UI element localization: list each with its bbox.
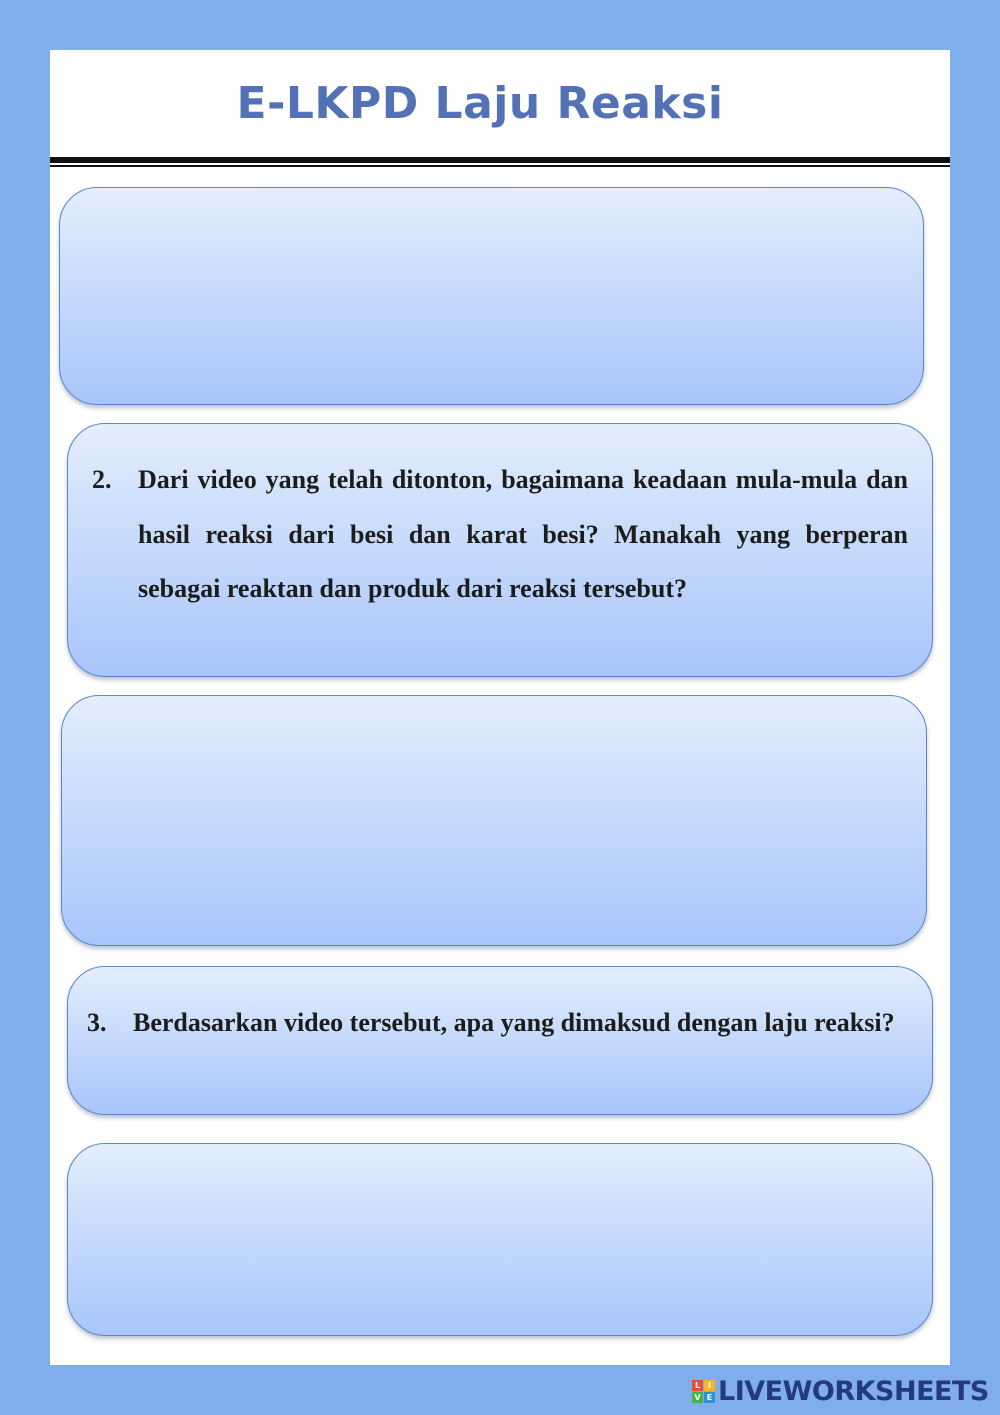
question-text: Berdasarkan video tersebut, apa yang dimaksud dengan laju reaksi? bbox=[133, 1008, 895, 1037]
logo-letter: I bbox=[704, 1380, 715, 1391]
liveworksheets-logo bbox=[692, 1374, 989, 1408]
answer-box-3[interactable] bbox=[67, 1143, 933, 1336]
page-title: E-LKPD Laju Reaksi bbox=[236, 78, 724, 129]
liveworksheets-logo-mark-icon bbox=[692, 1380, 715, 1403]
answer-box-2[interactable] bbox=[61, 695, 927, 946]
question-box-2 bbox=[67, 423, 933, 677]
logo-letter: E bbox=[704, 1392, 715, 1403]
logo-letter: V bbox=[692, 1392, 703, 1403]
answer-box-1[interactable] bbox=[59, 187, 924, 405]
logo-text: LIVEWORKSHEETS bbox=[718, 1375, 989, 1407]
logo-letter: L bbox=[692, 1380, 703, 1391]
header-divider-thick bbox=[50, 157, 950, 163]
question-box-3 bbox=[67, 966, 933, 1115]
question-number: 3. bbox=[87, 1008, 107, 1037]
question-text: Dari video yang telah ditonton, bagaimana keadaan mula-mula dan hasil reaksi dari besi dan karat besi? Manakah yang berperan sebagai reaktan dan produk dari reaksi tersebut? bbox=[138, 465, 908, 603]
question-number: 2. bbox=[92, 465, 112, 494]
header-divider-thin bbox=[50, 165, 950, 167]
